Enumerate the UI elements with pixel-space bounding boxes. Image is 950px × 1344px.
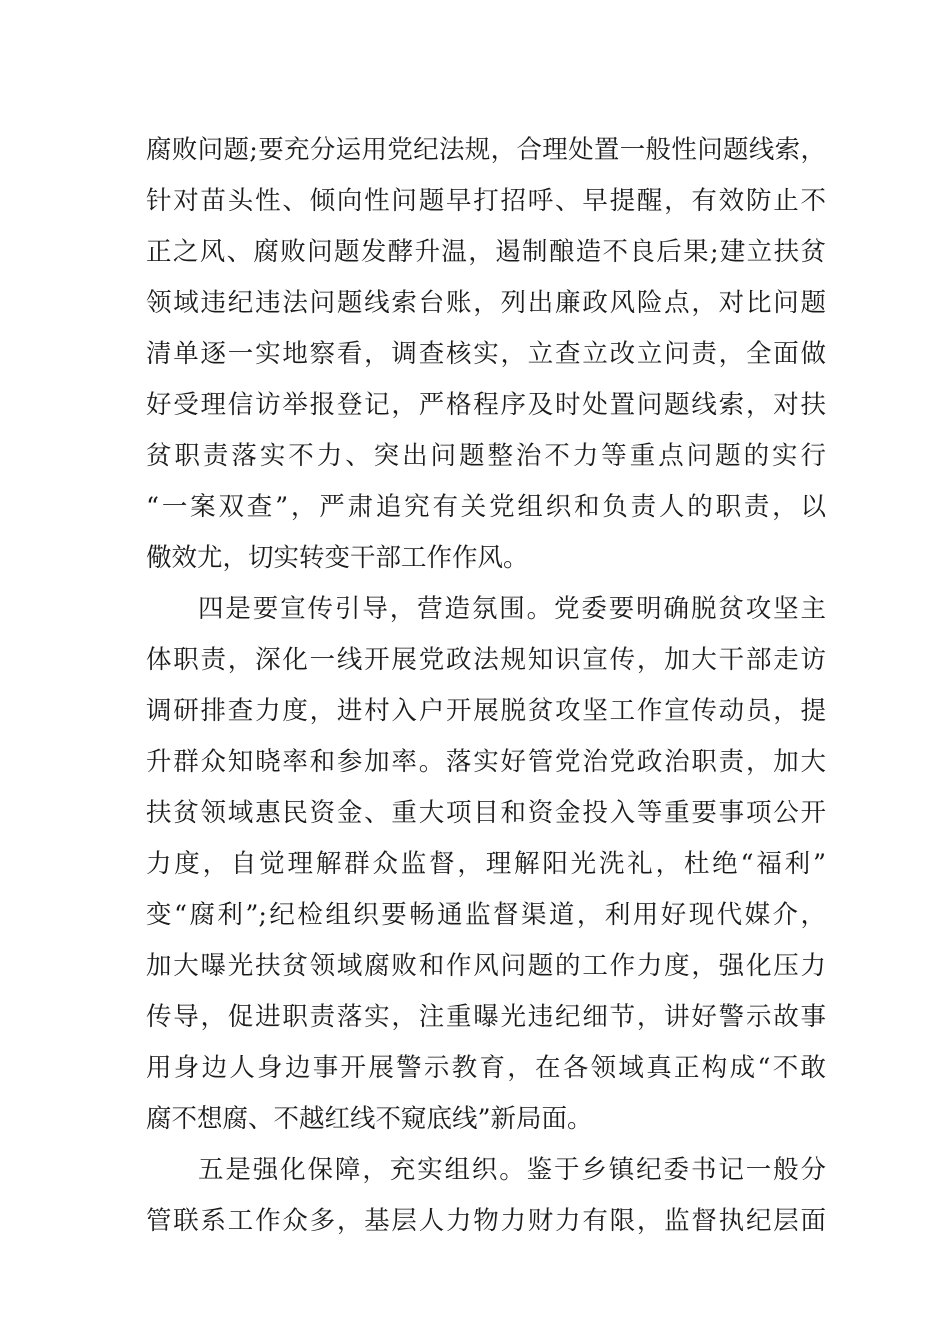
text-line: 传导，促进职责落实，注重曝光违纪细节，讲好警示故事 <box>146 1002 826 1032</box>
text-line: 变“腐利”;纪检组织要畅通监督渠道，利用好现代媒介， <box>146 900 826 930</box>
text-line: 扶贫领域惠民资金、重大项目和资金投入等重要事项公开 <box>146 798 826 828</box>
text-line: 调研排查力度，进村入户开展脱贫攻坚工作宣传动员，提 <box>146 696 826 726</box>
text-line: 管联系工作众多，基层人力物力财力有限，监督执纪层面 <box>146 1206 826 1236</box>
text-line: 腐不想腐、不越红线不窥底线”新局面。 <box>146 1104 593 1134</box>
paragraph-start-line: 四是要宣传引导，营造氛围。党委要明确脱贫攻坚主 <box>198 594 826 624</box>
text-line: 好受理信访举报登记，严格程序及时处置问题线索，对扶 <box>146 390 826 420</box>
text-line: 针对苗头性、倾向性问题早打招呼、早提醒，有效防止不 <box>146 186 826 216</box>
text-line: 力度，自觉理解群众监督，理解阳光洗礼，杜绝“福利” <box>146 849 826 879</box>
text-line: 正之风、腐败问题发酵升温，遏制酿造不良后果;建立扶贫 <box>146 237 826 267</box>
text-line: “一案双查”，严肃追究有关党组织和负责人的职责，以 <box>146 492 826 522</box>
text-line: 体职责，深化一线开展党政法规知识宣传，加大干部走访 <box>146 645 826 675</box>
text-line: 清单逐一实地察看，调查核实，立查立改立问责，全面做 <box>146 339 826 369</box>
text-line: 儆效尤，切实转变干部工作作风。 <box>146 543 529 573</box>
body-text <box>146 125 826 1247</box>
text-line: 升群众知晓率和参加率。落实好管党治党政治职责，加大 <box>146 747 826 777</box>
paragraph-start-line: 五是强化保障，充实组织。鉴于乡镇纪委书记一般分 <box>198 1155 826 1185</box>
text-line: 领域违纪违法问题线索台账，列出廉政风险点，对比问题 <box>146 288 826 318</box>
text-line: 贫职责落实不力、突出问题整治不力等重点问题的实行 <box>146 441 826 471</box>
text-line: 加大曝光扶贫领域腐败和作风问题的工作力度，强化压力 <box>146 951 826 981</box>
text-line: 腐败问题;要充分运用党纪法规，合理处置一般性问题线索， <box>146 135 826 165</box>
text-line: 用身边人身边事开展警示教育，在各领域真正构成“不敢 <box>146 1053 826 1083</box>
